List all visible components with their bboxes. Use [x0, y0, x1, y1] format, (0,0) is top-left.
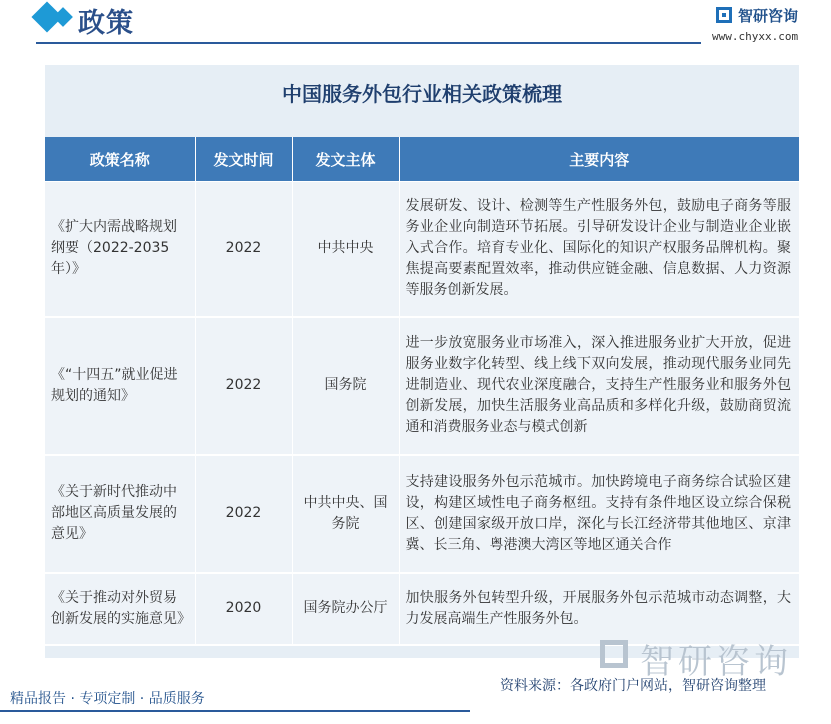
table-row [45, 182, 799, 317]
table-header-row [45, 137, 799, 182]
policy-name: 《关于推动对外贸易创新发展的实施意见》 [45, 573, 195, 645]
policy-content: 发展研发、设计、检测等生产性服务外包，鼓励电子商务等服务业企业向制造环节拓展。引导研发设计企业与制造业企业嵌入式合作。培育专业化、国际化的知识产权服务品牌机构。聚焦提高要素配置效率，推动供应链金融、信息数据、人力资源等服务创新发展。 [399, 182, 799, 317]
panel-title: 中国服务外包行业相关政策梳理 [282, 82, 562, 106]
policy-panel [45, 65, 799, 658]
policy-year: 2020 [195, 573, 292, 645]
policy-org: 国务院 [292, 317, 399, 455]
watermark-logo-icon [600, 640, 628, 668]
policy-content: 加快服务外包转型升级，开展服务外包示范城市动态调整，大力发展高端生产性服务外包。 [399, 573, 799, 645]
policy-name: 《关于新时代推动中部地区高质量发展的意见》 [45, 455, 195, 573]
policy-year: 2022 [195, 317, 292, 455]
column-header-name: 政策名称 [45, 137, 195, 182]
column-header-year: 发文时间 [195, 137, 292, 182]
column-header-content: 主要内容 [399, 137, 799, 182]
column-header-org: 发文主体 [292, 137, 399, 182]
logo-url: www.chyxx.com [712, 30, 799, 43]
logo-icon [716, 7, 732, 23]
logo-name: 智研咨询 [738, 7, 799, 25]
footer-tagline: 精品报告 · 专项定制 · 品质服务 [10, 691, 205, 707]
policy-year: 2022 [195, 182, 292, 317]
policy-org: 中共中央、国务院 [292, 455, 399, 573]
policy-name: 《“十四五”就业促进规划的通知》 [45, 317, 195, 455]
header-divider [36, 42, 701, 44]
policy-year: 2022 [195, 455, 292, 573]
footer-divider [0, 710, 470, 712]
policy-content: 支持建设服务外包示范城市。加快跨境电子商务综合试验区建设，构建区域性电子商务枢纽。支持有条件地区设立综合保税区、创建国家级开放口岸，深化与长江经济带其他地区、京津冀、长三角、粤港澳大湾区等地区通关合作 [399, 455, 799, 573]
table-row [45, 455, 799, 573]
policy-org: 中共中央 [292, 182, 399, 317]
policy-content: 进一步放宽服务业市场准入，深入推进服务业扩大开放，促进服务业数字化转型、线上线下双向发展，推动现代服务业同先进制造业、现代农业深度融合，支持生产性服务业和服务外包创新发展，加快生活服务业高品质和多样化升级，鼓励商贸流通和消费服务业态与模式创新 [399, 317, 799, 455]
section-title: 政策 [78, 8, 134, 39]
source-note: 资料来源：各政府门户网站，智研咨询整理 [500, 678, 766, 694]
policy-name: 《扩大内需战略规划纲要（2022-2035年）》 [45, 182, 195, 317]
watermark-text: 智研咨询 [640, 642, 792, 682]
policy-org: 国务院办公厅 [292, 573, 399, 645]
policy-table [45, 137, 799, 646]
table-row [45, 317, 799, 455]
